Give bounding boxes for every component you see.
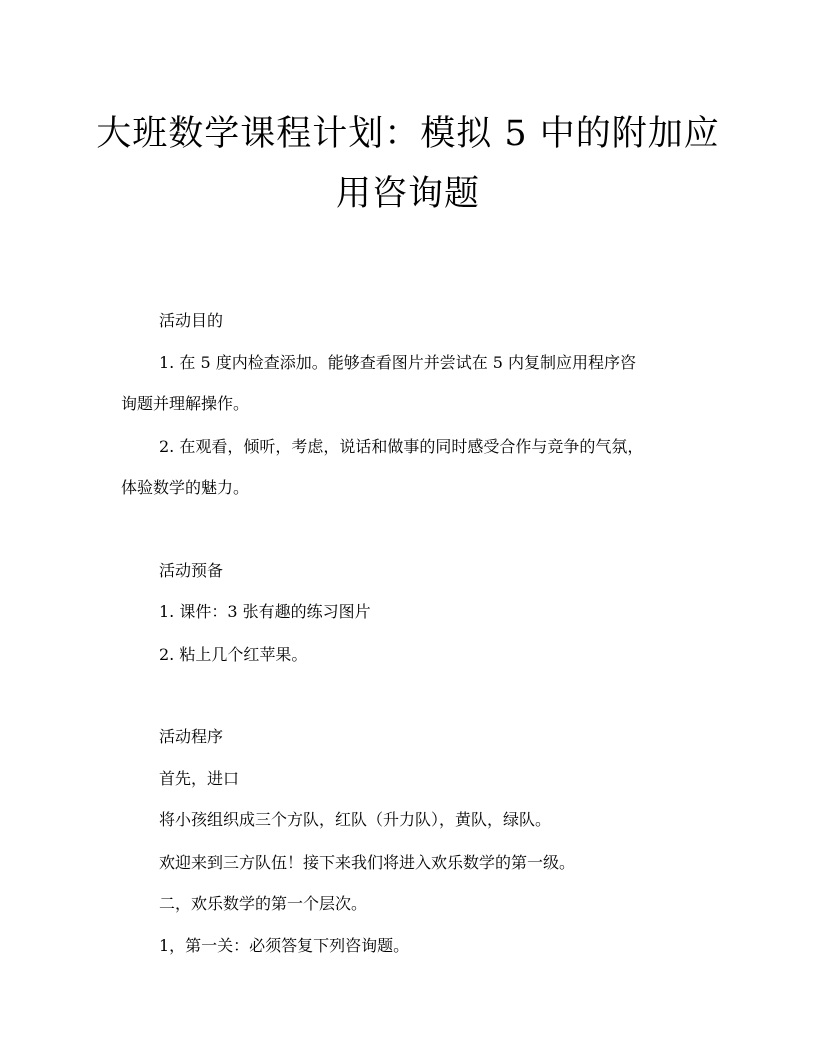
procedure-paragraph: 将小孩组织成三个方队，红队（升力队），黄队，绿队。	[159, 810, 552, 829]
section-heading-procedure: 活动程序	[159, 727, 224, 746]
prep-item-1: 1. 课件：3 张有趣的练习图片	[159, 602, 371, 621]
goal-item-1-line-2: 询题并理解操作。	[121, 394, 250, 413]
document-title-line-2: 用咨询题	[335, 174, 480, 214]
document-title-line-1: 大班数学课程计划：模拟 5 中的附加应	[96, 114, 720, 154]
procedure-paragraph: 欢迎来到三方队伍！接下来我们将进入欢乐数学的第一级。	[159, 853, 576, 872]
procedure-paragraph: 二，欢乐数学的第一个层次。	[159, 894, 368, 913]
goal-item-2-line-2: 体验数学的魅力。	[121, 478, 250, 497]
prep-item-2: 2. 粘上几个红苹果。	[159, 645, 308, 664]
goal-item-2-line-1: 2. 在观看，倾听，考虑，说话和做事的同时感受合作与竞争的气氛，	[159, 437, 644, 456]
section-heading-preparation: 活动预备	[159, 561, 224, 580]
goal-item-1-line-1: 1. 在 5 度内检查添加。能够查看图片并尝试在 5 内复制应用程序咨	[159, 353, 637, 372]
procedure-paragraph: 首先，进口	[159, 769, 240, 788]
procedure-paragraph: 1，第一关：必须答复下列咨询题。	[159, 936, 410, 955]
section-heading-goals: 活动目的	[159, 311, 224, 330]
